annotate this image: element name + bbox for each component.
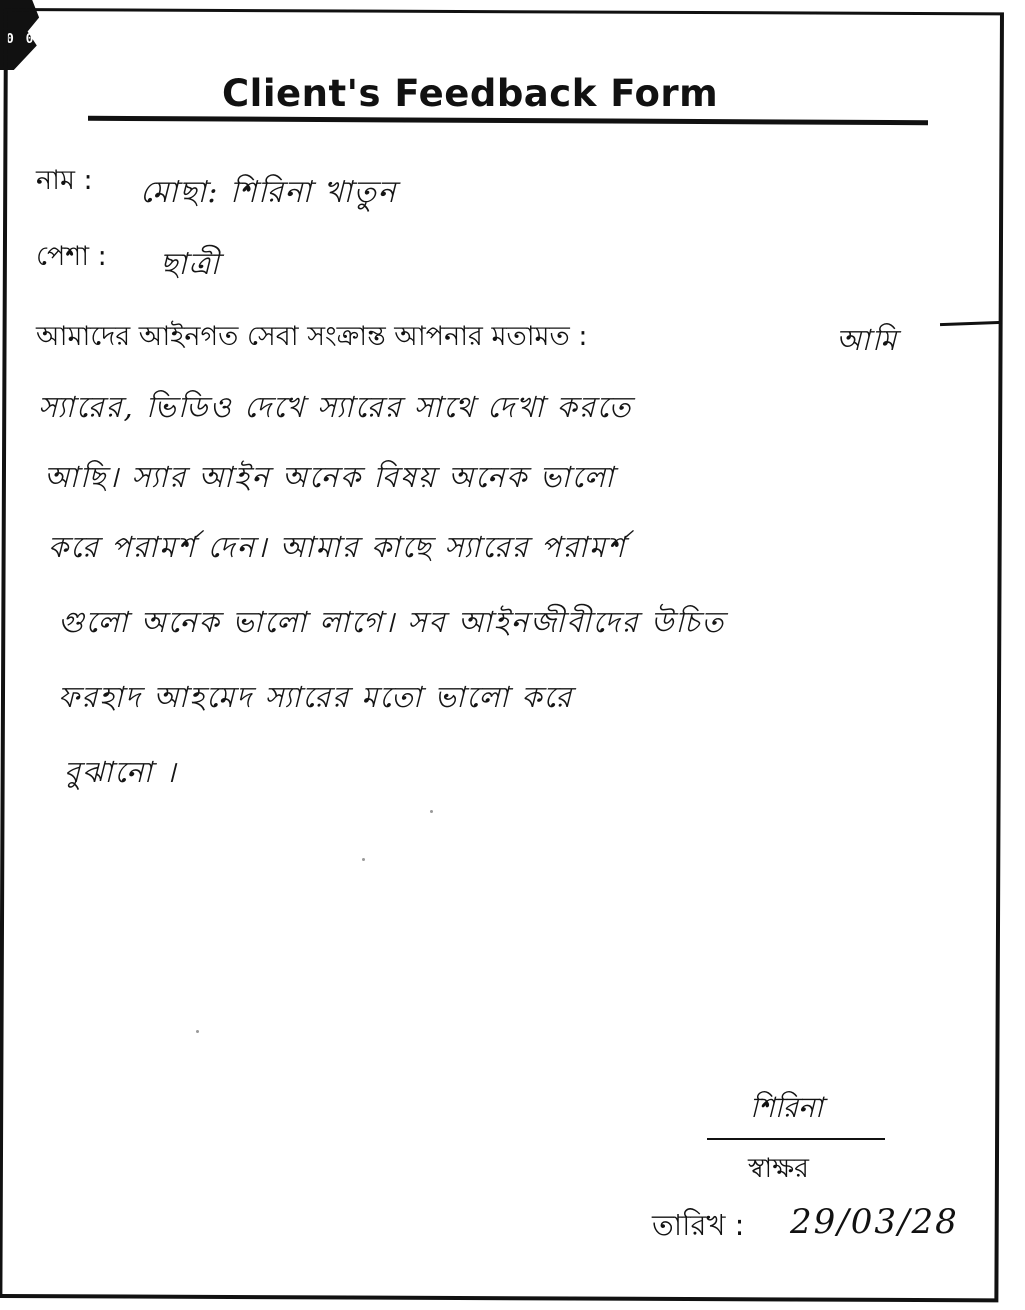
name-value: মোছা: শিরিনা খাতুন (140, 175, 397, 210)
date-value: 29/03/28 (790, 1202, 959, 1242)
form-title: Client's Feedback Form (222, 72, 719, 115)
signature-label: স্বাক্ষর (748, 1153, 809, 1184)
profession-label: পেশা : (36, 241, 107, 272)
handwritten-signature: শিরিনা (750, 1091, 823, 1124)
opinion-line: আছি। স্যার আইন অনেক বিষয় অনেক ভালো (44, 460, 616, 494)
opinion-line: গুলো অনেক ভালো লাগে। সব আইনজীবীদের উচিত (58, 605, 726, 639)
opinion-line: স্যারের, ভিডিও দেখে স্যারের সাথে দেখা করতে (38, 390, 633, 424)
opinion-line: বুঝানো । (64, 755, 178, 789)
corner-mark-text: 0 0 (6, 32, 36, 47)
name-label: নাম : (36, 165, 93, 196)
signature-line (707, 1138, 885, 1140)
opinion-line: আমি (836, 323, 899, 357)
scan-speck (196, 1030, 199, 1033)
opinion-label: আমাদের আইনগত সেবা সংক্রান্ত আপনার মতামত : (36, 321, 588, 352)
date-label: তারিখ : (652, 1208, 745, 1242)
scan-speck (430, 810, 433, 813)
profession-value: ছাত্রী (160, 247, 221, 282)
scan-speck (362, 858, 365, 861)
opinion-line: ফরহাদ আহমেদ স্যারের মতো ভালো করে (58, 680, 574, 714)
opinion-line: করে পরামর্শ দেন। আমার কাছে স্যারের পরামর্শ (48, 530, 627, 564)
